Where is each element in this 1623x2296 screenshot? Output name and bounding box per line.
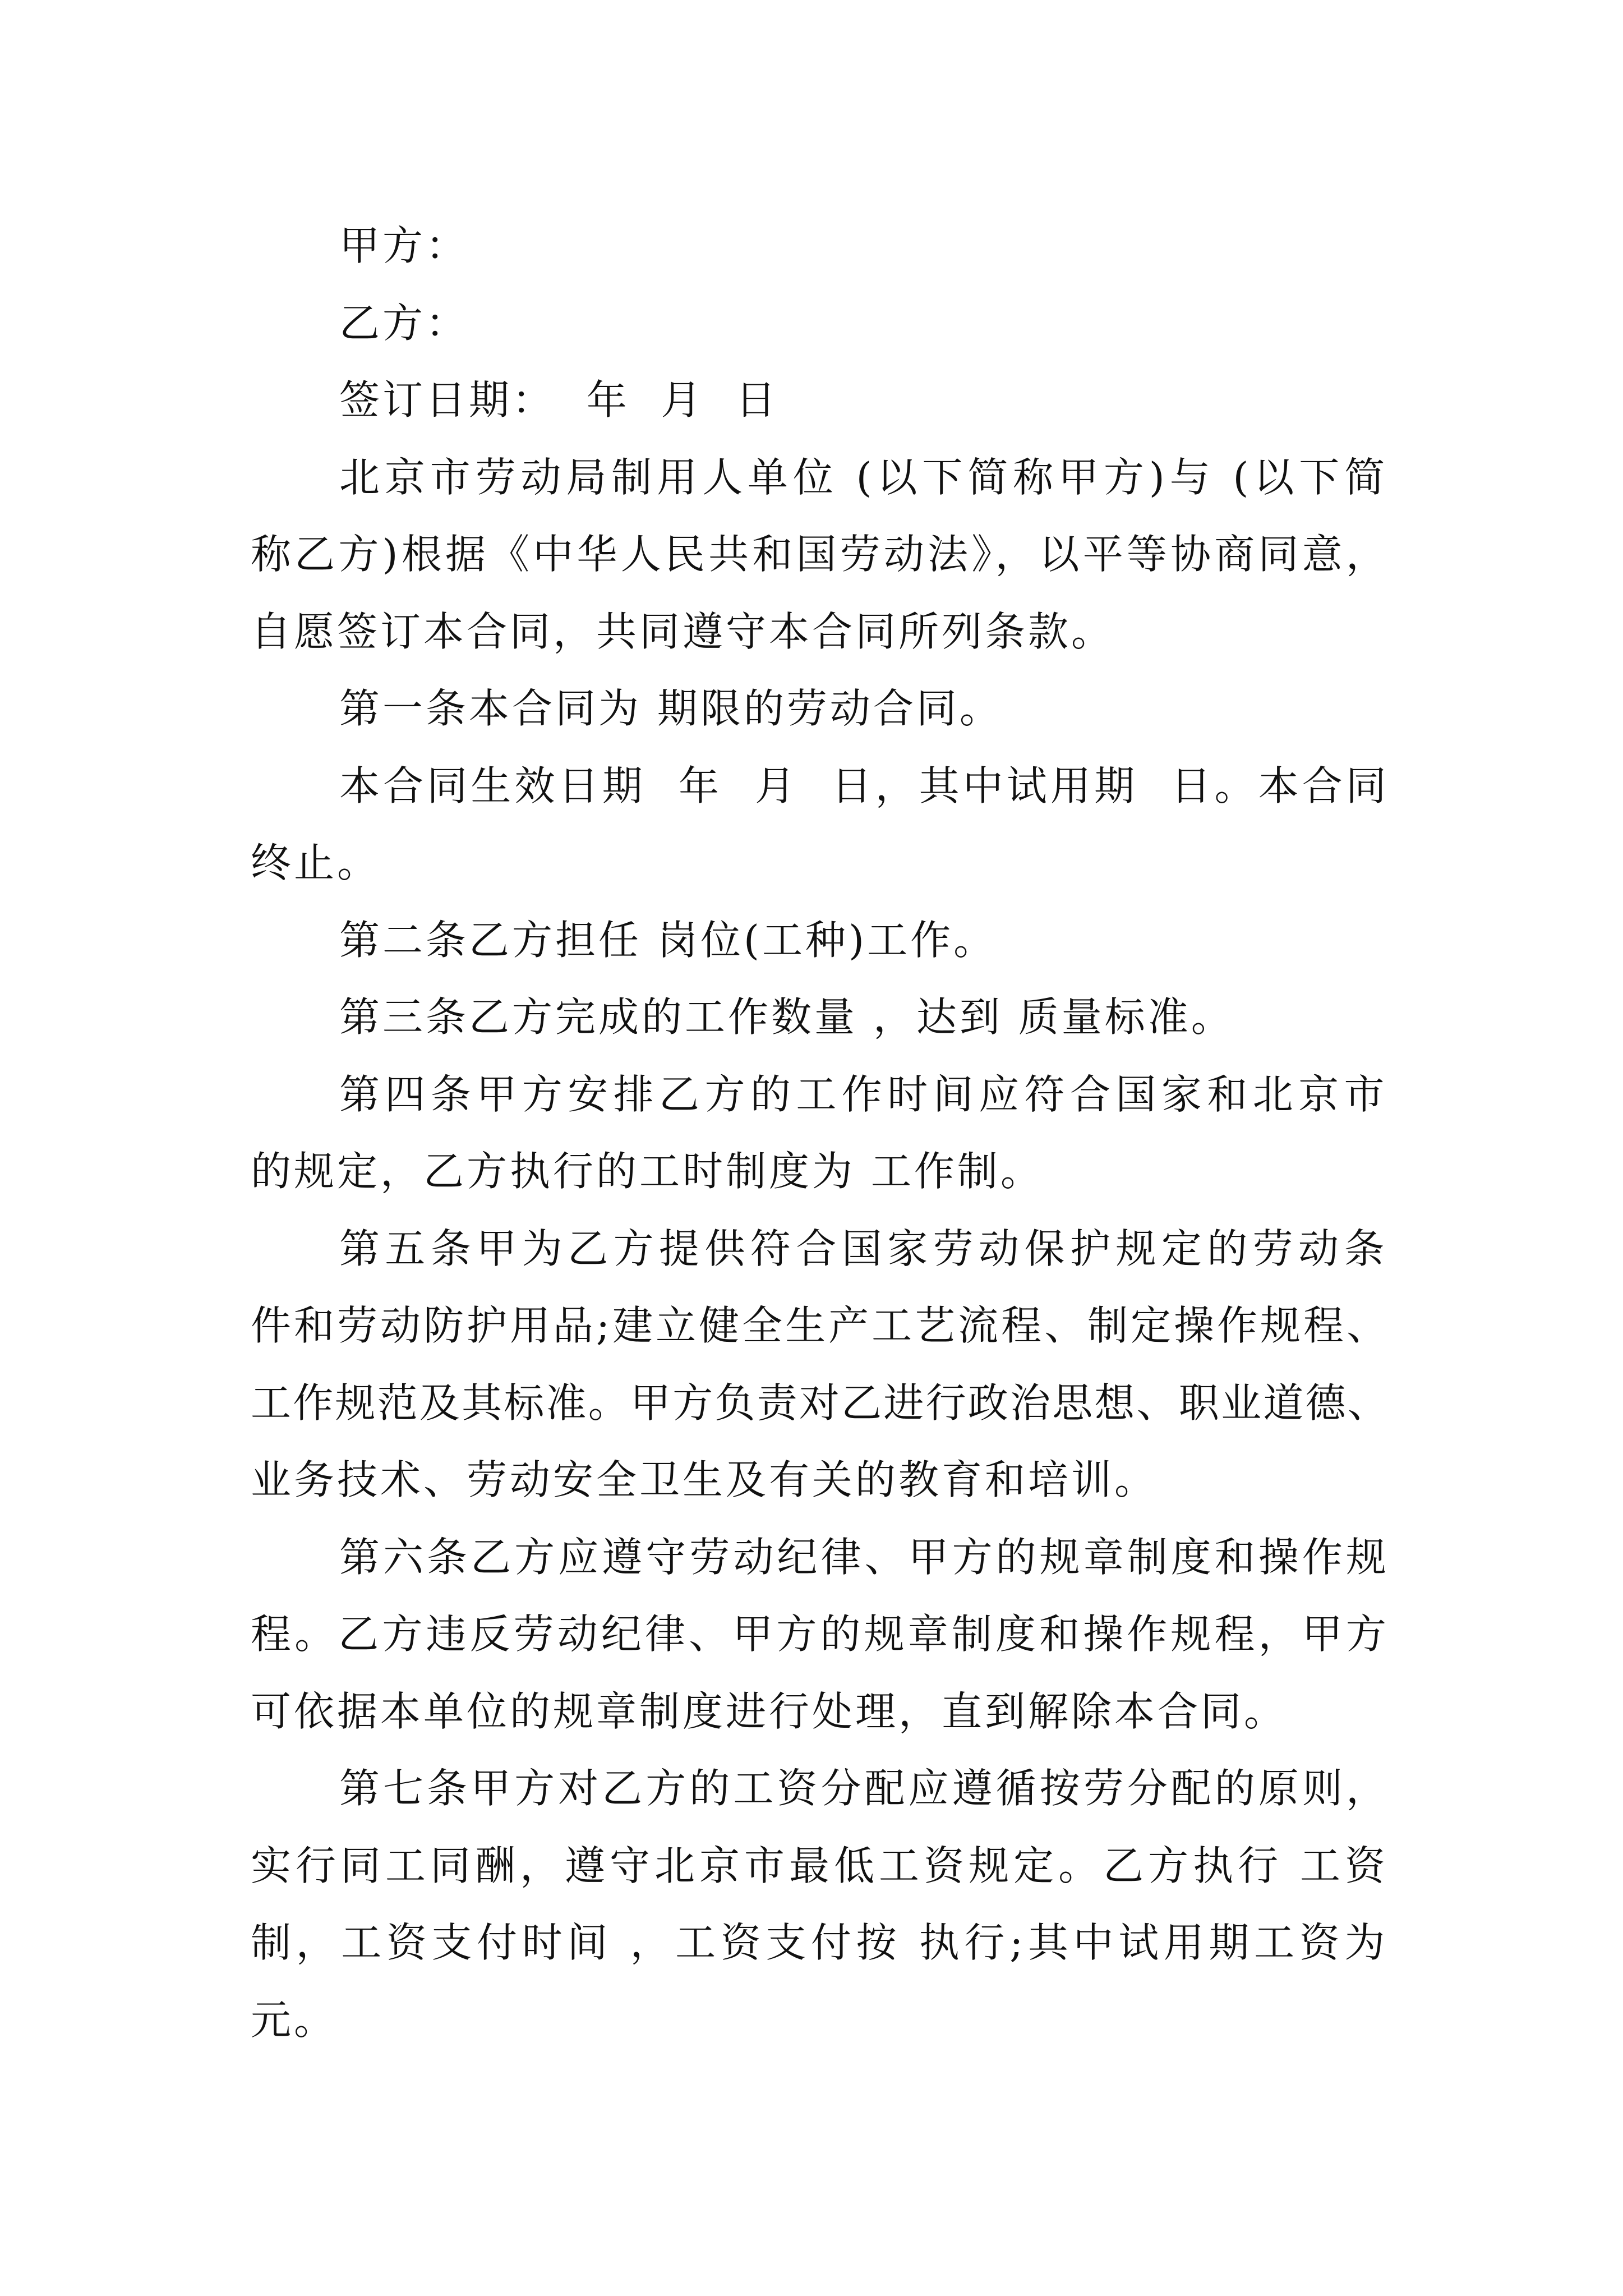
text-line: 实行同工同酬，遵守北京市最低工资规定。乙方执行 工资 [251, 1842, 1390, 1889]
article-5-paragraph [251, 1211, 1390, 1519]
text-line: 自愿签订本合同，共同遵守本合同所列条款。 [251, 608, 1115, 655]
article-1-paragraph [251, 670, 1390, 748]
preamble-paragraph [251, 439, 1390, 671]
text-line: 第七条甲方对乙方的工资分配应遵循按劳分配的原则， [339, 1765, 1390, 1812]
text-line: 制，工资支付时间 ，工资支付按 执行;其中试用期工资为 [251, 1919, 1390, 1966]
party-a-field [251, 208, 1390, 285]
text-line: 乙方： [339, 299, 469, 347]
text-line: 第四条甲方安排乙方的工作时间应符合国家和北京市 [339, 1070, 1390, 1118]
text-line: 第二条乙方担任 岗位(工种)工作。 [339, 916, 997, 964]
text-line: 甲方： [339, 222, 469, 269]
article-7-paragraph [251, 1750, 1390, 2059]
text-line: 终止。 [251, 839, 381, 886]
signing-date-field [251, 362, 1390, 439]
text-line: 北京市劳动局制用人单位 (以下简称甲方)与 (以下简 [339, 453, 1390, 501]
text-line: 元。 [251, 1996, 338, 2044]
article-3-paragraph [251, 979, 1390, 1056]
text-line: 的规定，乙方执行的工时制度为 工作制。 [251, 1148, 1044, 1195]
text-line: 程。乙方违反劳动纪律、甲方的规章制度和操作规程，甲方 [251, 1611, 1390, 1658]
text-line: 第一条本合同为 期限的劳动合同。 [339, 685, 1003, 732]
text-line: 第三条乙方完成的工作数量 ，达到 质量标准。 [339, 993, 1234, 1041]
article-6-paragraph [251, 1519, 1390, 1751]
text-line: 可依据本单位的规章制度进行处理，直到解除本合同。 [251, 1687, 1288, 1735]
text-line: 第六条乙方应遵守劳动纪律、甲方的规章制度和操作规 [339, 1533, 1390, 1581]
text-line: 称乙方)根据《中华人民共和国劳动法》，以平等协商同意， [251, 531, 1390, 578]
article-4-paragraph [251, 1056, 1390, 1211]
party-b-field [251, 285, 1390, 362]
article-2-paragraph [251, 902, 1390, 979]
text-line: 工作规范及其标准。甲方负责对乙进行政治思想、职业道德、 [251, 1379, 1390, 1427]
text-line: 第五条甲为乙方提供符合国家劳动保护规定的劳动条 [339, 1225, 1390, 1272]
text-line: 本合同生效日期 年 月 日，其中试用期 日。本合同 [339, 762, 1390, 809]
text-line: 件和劳动防护用品;建立健全生产工艺流程、制定操作规程、 [251, 1302, 1390, 1349]
text-line: 业务技术、劳动安全卫生及有关的教育和培训。 [251, 1456, 1158, 1503]
article-1-effective-date-paragraph [251, 748, 1390, 902]
text-line: 签订日期： 年 月 日 [339, 376, 779, 424]
contract-body [251, 208, 1390, 2059]
